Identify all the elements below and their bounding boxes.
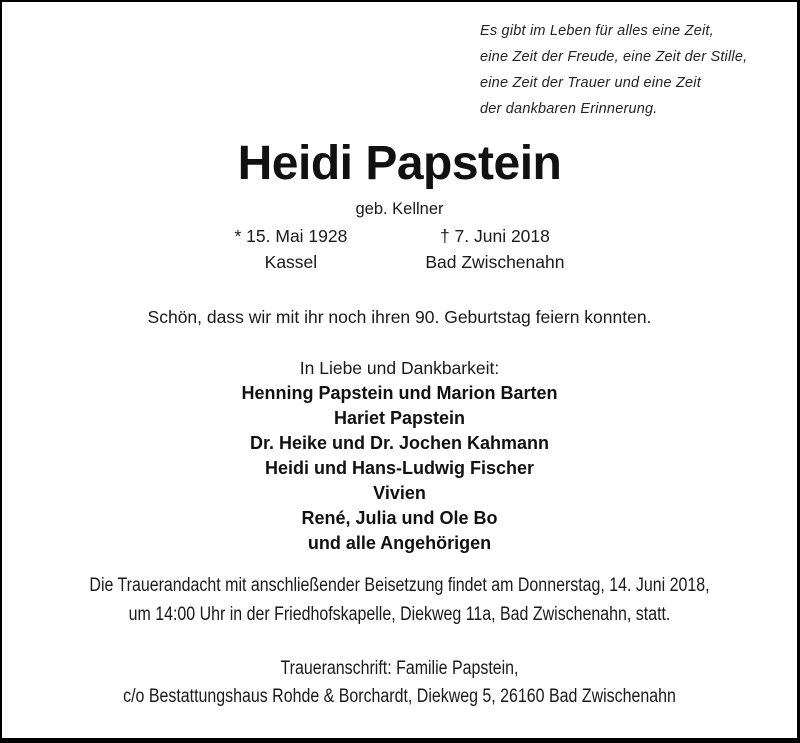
service-line: um 14:00 Uhr in der Friedhofskapelle, Diekweg 11a, Bad Zwischenahn, statt.: [128, 604, 671, 625]
mourner-line: Hariet Papstein: [333, 408, 466, 428]
service-line: Die Trauerandacht mit anschließender Beisetzung findet am Donnerstag, 14. Juni 2018,: [89, 575, 710, 596]
mourner-line: Dr. Heike und Dr. Jochen Kahmann: [249, 433, 550, 453]
maiden-name: geb. Kellner: [355, 200, 444, 218]
verse-line: eine Zeit der Freude, eine Zeit der Stille,: [480, 49, 748, 65]
mourner-line: Vivien: [373, 483, 426, 503]
life-dates: [2, 223, 797, 275]
birth-info: [235, 223, 348, 275]
address-line: Traueranschrift: Familie Papstein,: [280, 658, 519, 679]
death-date: † 7. Juni 2018: [439, 226, 550, 246]
opening-verse: [480, 18, 797, 122]
verse-line: der dankbaren Erinnerung.: [480, 101, 658, 117]
death-info: [425, 223, 564, 275]
birth-date: * 15. Mai 1928: [234, 226, 348, 246]
mourner-line: und alle Angehörigen: [307, 533, 492, 553]
mourner-line: Heidi und Hans-Ludwig Fischer: [264, 458, 534, 478]
service-announcement: [2, 571, 797, 629]
mourners-list: [2, 381, 797, 556]
birth-place: Kassel: [264, 252, 318, 272]
address-line: c/o Bestattungshaus Rohde & Borchardt, Diekweg 5, 26160 Bad Zwischenahn: [123, 686, 676, 707]
mourning-address: [2, 655, 797, 711]
mourners-intro: In Liebe und Dankbarkeit:: [299, 358, 500, 378]
death-place: Bad Zwischenahn: [425, 252, 565, 272]
deceased-name: Heidi Papstein: [237, 137, 562, 190]
mourner-line: René, Julia und Ole Bo: [301, 508, 498, 528]
mourner-line: Henning Papstein und Marion Barten: [241, 383, 558, 403]
verse-line: eine Zeit der Trauer und eine Zeit: [480, 75, 701, 91]
verse-line: Es gibt im Leben für alles eine Zeit,: [480, 23, 714, 39]
tribute-line: Schön, dass wir mit ihr noch ihren 90. Geburtstag feiern konnten.: [147, 307, 652, 327]
